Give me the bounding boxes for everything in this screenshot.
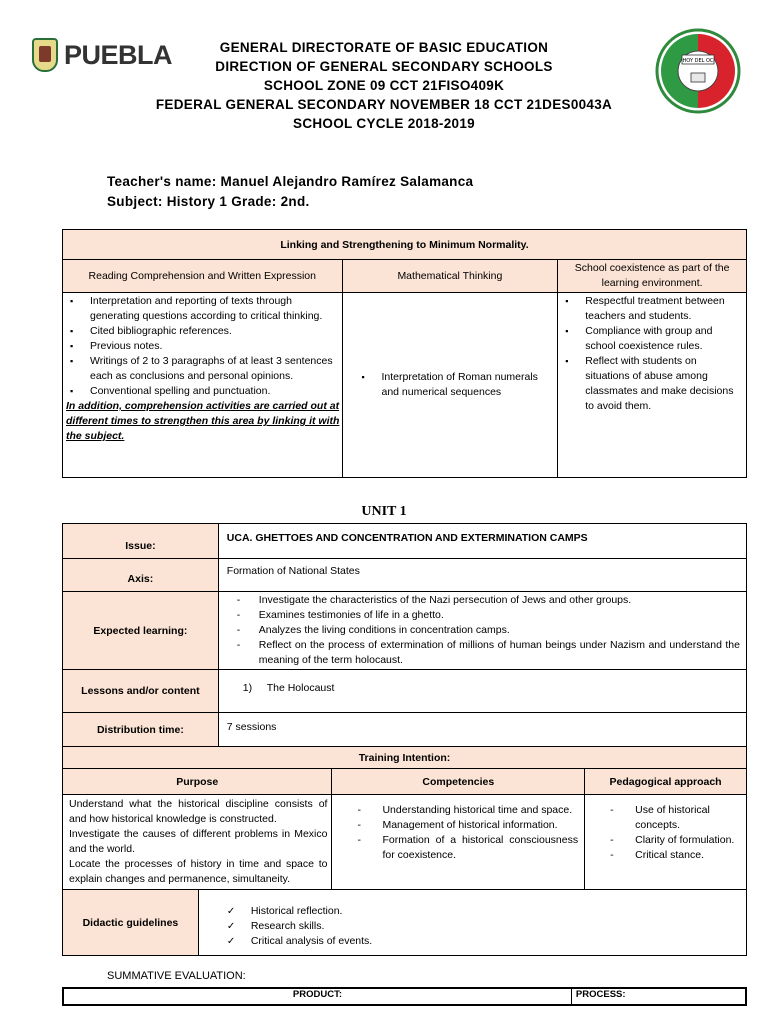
list-item: - Clarity of formulation.	[585, 833, 742, 848]
coexistence-cell	[558, 293, 747, 478]
list-item: ▪ Compliance with group and school coexistence rules.	[558, 324, 742, 354]
didactic-table	[62, 889, 747, 956]
product-label: PRODUCT:	[63, 988, 571, 1005]
list-item: - Formation of a historical consciousness for coexistence.	[332, 833, 578, 863]
purpose-text-2: Investigate the causes of different problems in Mexico and the world.	[69, 828, 328, 855]
list-item: - Analyzes the living conditions in concentration camps.	[219, 623, 740, 638]
reading-note: In addition, comprehension activities are carried out at different times to strengthen this area by linking it with the subject.	[66, 400, 340, 442]
distribution-label: Distribution time:	[63, 713, 219, 747]
list-item: ▪ Interpretation and reporting of texts through generating questions according to critical thinking.	[63, 294, 340, 324]
document-header	[0, 38, 768, 133]
unit-title: UNIT 1	[361, 504, 407, 519]
purpose-text-1: Understand what the historical discipline consists of and how historical knowledge is constructed.	[69, 798, 328, 825]
list-item: ▪ Interpretation of Roman numerals and numerical sequences	[355, 370, 542, 400]
subject-grade: Subject: History 1 Grade: 2nd.	[107, 194, 310, 209]
axis-value: Formation of National States	[218, 559, 746, 592]
list-item: - Management of historical information.	[332, 818, 578, 833]
list-item: ▪ Reflect with students on situations of abuse among classmates and make decisions to avoid them.	[558, 354, 742, 414]
seal-banner-text: HOY DEL OC	[682, 58, 714, 64]
issue-value: UCA. GHETTOES AND CONCENTRATION AND EXTERMINATION CAMPS	[218, 524, 746, 559]
approach-header: Pedagogical approach	[585, 769, 747, 795]
lessons-label: Lessons and/or content	[63, 670, 219, 713]
didactic-cell	[198, 890, 746, 956]
reading-header: Reading Comprehension and Written Expression	[63, 260, 343, 293]
training-intention-label: Training Intention:	[63, 747, 747, 769]
list-item: ▪ Cited bibliographic references.	[63, 324, 340, 339]
teacher-name: Teacher's name: Manuel Alejandro Ramírez Salamanca	[107, 174, 474, 189]
math-cell	[342, 293, 558, 478]
puebla-logo-text: PUEBLA	[64, 40, 173, 70]
purpose-cell	[63, 795, 332, 890]
list-item: ▪ Conventional spelling and punctuation.	[63, 384, 340, 399]
reading-cell	[63, 293, 343, 478]
list-item: ✓ Research skills.	[199, 919, 746, 934]
list-item: ✓ Critical analysis of events.	[199, 934, 746, 949]
competencies-cell	[332, 795, 585, 890]
didactic-label: Didactic guidelines	[63, 890, 199, 956]
header-line-3: SCHOOL ZONE 09 CCT 21FISO409K	[263, 78, 505, 93]
header-line-4: FEDERAL GENERAL SECONDARY NOVEMBER 18 CCT 21DES0043A	[155, 97, 613, 112]
header-line-1: GENERAL DIRECTORATE OF BASIC EDUCATION	[219, 40, 549, 55]
expected-cell	[218, 592, 746, 670]
purpose-header: Purpose	[63, 769, 332, 795]
school-seal-icon	[655, 28, 741, 114]
list-item: ▪ Writings of 2 to 3 paragraphs of at least 3 sentences each as conclusions and personal opinions.	[63, 354, 340, 384]
distribution-value: 7 sessions	[218, 713, 746, 747]
list-item: ✓ Historical reflection.	[199, 904, 746, 919]
lessons-value: 1) The Holocaust	[218, 670, 746, 713]
summative-label: SUMMATIVE EVALUATION:	[107, 970, 246, 982]
axis-label: Axis:	[63, 559, 219, 592]
header-line-2: DIRECTION OF GENERAL SECONDARY SCHOOLS	[215, 59, 553, 74]
linking-table	[62, 229, 747, 478]
list-item: - Investigate the characteristics of the Nazi persecution of Jews and other groups.	[219, 593, 740, 608]
issue-label: Issue:	[63, 524, 219, 559]
list-item: - Critical stance.	[585, 848, 742, 863]
summative-table	[62, 987, 747, 1006]
list-item: - Use of historical concepts.	[585, 803, 742, 833]
purpose-text-3: Locate the processes of history in time and space to explain changes and permanence, simultaneity.	[69, 858, 328, 885]
expected-label: Expected learning:	[63, 592, 219, 670]
intention-table	[62, 768, 747, 890]
process-label: PROCESS:	[571, 988, 746, 1005]
list-item: ▪ Previous notes.	[63, 339, 340, 354]
list-item: - Reflect on the process of extermination of millions of human beings under Nazism and understand the meaning of the term holocaust.	[219, 638, 740, 668]
coexistence-header: School coexistence as part of the learning environment.	[558, 260, 747, 293]
linking-title: Linking and Strengthening to Minimum Normality.	[63, 230, 747, 260]
teacher-info	[107, 172, 473, 212]
approach-cell	[585, 795, 747, 890]
header-line-5: SCHOOL CYCLE 2018-2019	[293, 116, 475, 131]
competencies-header: Competencies	[332, 769, 585, 795]
list-item: - Understanding historical time and space.	[332, 803, 578, 818]
list-item: - Examines testimonies of life in a ghetto.	[219, 608, 740, 623]
math-header: Mathematical Thinking	[342, 260, 558, 293]
list-item: ▪ Respectful treatment between teachers and students.	[558, 294, 742, 324]
unit-table	[62, 523, 747, 769]
